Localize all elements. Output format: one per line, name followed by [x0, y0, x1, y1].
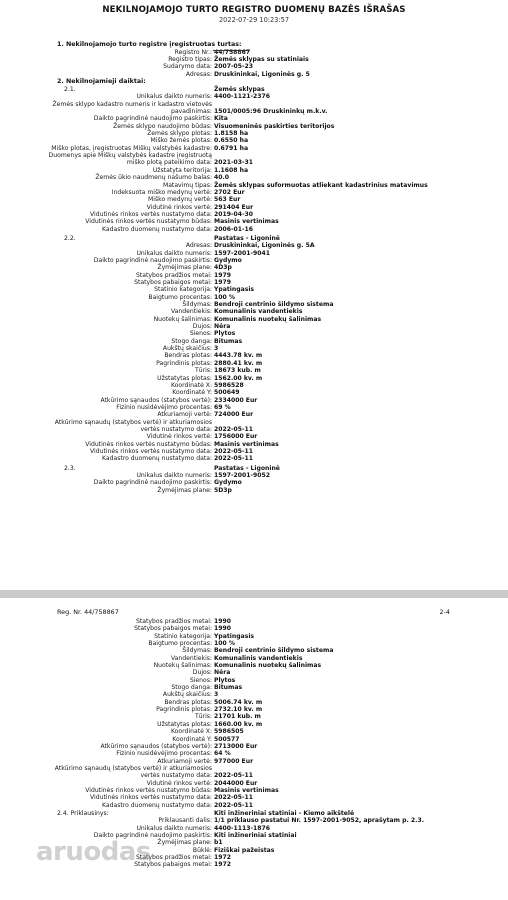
page-2-rows	[0, 618, 508, 809]
field-label: Statybos pabaigos metai:	[134, 279, 212, 287]
field-row	[0, 713, 508, 720]
field-value: 44/758867	[214, 48, 251, 56]
field-value: 5986505	[214, 728, 244, 736]
field-value: Komunalinis nuotekų šalinimas	[214, 662, 322, 670]
field-row	[0, 794, 508, 801]
field-value: 1972	[214, 861, 231, 869]
field-row	[0, 375, 508, 382]
field-row	[0, 618, 508, 625]
field-label: Užstatyta teritorija:	[152, 166, 212, 174]
field-row	[0, 189, 508, 196]
field-label: Kadastro duomenų nustatymo data:	[101, 455, 212, 463]
field-row	[0, 479, 508, 486]
field-value: Plytos	[214, 676, 236, 684]
field-label: Atkūrimo sąnaudos (statybos vertė):	[100, 396, 212, 404]
field-label: Sudarymo data:	[163, 63, 212, 71]
field-value: 2022-05-11	[214, 447, 253, 455]
field-label: Unikalus daikto numeris:	[136, 472, 212, 480]
item-number: 2.1.	[64, 85, 76, 93]
field-label: Tūris:	[194, 713, 212, 721]
field-value: 2022-05-11	[214, 425, 253, 433]
field-value: Komunalinis vandentiekis	[214, 654, 303, 662]
field-row	[0, 669, 508, 676]
field-label: Duomenys apie Miškų valstybės kadastre įregistruotą	[48, 152, 212, 160]
field-row	[0, 196, 508, 203]
field-row	[0, 167, 508, 174]
field-row	[0, 130, 508, 137]
field-row	[0, 159, 508, 166]
item-title: Pastatas - Ligoninė	[214, 234, 280, 242]
field-label: Fizinio nusidėvėjimo procentas:	[116, 403, 212, 411]
field-label: Unikalus daikto numeris:	[136, 824, 212, 832]
field-label: vertės nustatymo data:	[140, 425, 212, 433]
field-row	[0, 360, 508, 367]
field-value: 2702 Eur	[214, 188, 245, 196]
field-value: Žemės sklypas su statiniais	[214, 56, 309, 64]
field-row	[0, 308, 508, 315]
field-label: Statybos pabaigos metai:	[134, 625, 212, 633]
item-2-2-header	[0, 235, 508, 242]
field-label: Vidutinės rinkos vertės nustatymo data:	[90, 447, 212, 455]
field-row	[0, 264, 508, 271]
item-title: Pastatas - Ligoninė	[214, 464, 280, 472]
field-label: Vidutinės rinkos vertės nustatymo data:	[90, 210, 212, 218]
field-value: 3	[214, 691, 219, 699]
field-label: Kadastro duomenų nustatymo data:	[101, 225, 212, 233]
field-row	[0, 397, 508, 404]
field-label: Adresas:	[185, 242, 212, 250]
field-label: Dujos:	[192, 669, 212, 677]
field-label: Atkuriamoji vertė:	[157, 757, 212, 765]
item-number: 2.4. Priklausinys:	[57, 809, 109, 817]
field-value: 563 Eur	[214, 196, 241, 204]
field-row	[0, 101, 508, 108]
field-label: Koordinatė X:	[170, 381, 212, 389]
field-label: Koordinatė Y:	[172, 735, 212, 743]
field-label: vertės nustatymo data:	[140, 772, 212, 780]
item-2-2-rows	[0, 242, 508, 462]
field-row	[0, 93, 508, 100]
field-label: Vandentiekis:	[170, 308, 212, 316]
field-row	[0, 108, 508, 115]
field-value: 2713000 Eur	[214, 742, 258, 750]
field-value: Kita	[214, 115, 228, 123]
field-label: Koordinatė Y:	[172, 389, 212, 397]
field-value: 2334000 Eur	[214, 396, 258, 404]
field-value: 100 %	[214, 293, 235, 301]
field-row	[0, 71, 508, 78]
field-label: Būklė:	[192, 846, 212, 854]
item-2-3-rows	[0, 472, 508, 494]
field-label: Vidutinė rinkos vertė:	[146, 779, 212, 787]
field-label: Kadastro duomenų nustatymo data:	[101, 801, 212, 809]
field-value: 2007-05-23	[214, 63, 253, 71]
field-row	[0, 174, 508, 181]
field-row	[0, 330, 508, 337]
field-label: Daikto pagrindinė naudojimo paskirtis:	[93, 479, 212, 487]
item-2-3-header	[0, 465, 508, 472]
field-label: Statybos pabaigos metai:	[134, 861, 212, 869]
field-row	[0, 218, 508, 225]
field-label: Miško žemės plotas:	[150, 137, 212, 145]
field-value: Druskininkai, Ligoninės g. 5A	[214, 242, 315, 250]
field-value: 21701 kub. m	[214, 713, 261, 721]
field-value: Masinis vertinimas	[214, 440, 279, 448]
field-row	[0, 787, 508, 794]
field-row	[0, 750, 508, 757]
field-label: Fizinio nusidėvėjimo procentas:	[116, 750, 212, 758]
field-value: Druskininkai, Ligoninės g. 5	[214, 70, 310, 78]
field-row	[0, 352, 508, 359]
section-1-rows	[0, 49, 508, 78]
field-row	[0, 389, 508, 396]
field-row	[0, 765, 508, 772]
field-row	[0, 802, 508, 809]
field-label: Registro Nr.:	[174, 48, 212, 56]
field-label: Bendras plotas:	[164, 698, 212, 706]
field-row	[0, 817, 508, 824]
field-label: Vidutinės rinkos vertės nustatymo būdas:	[85, 218, 212, 226]
field-value: 1660.00 kv. m	[214, 720, 263, 728]
field-label: Sienos:	[189, 330, 212, 338]
field-row	[0, 338, 508, 345]
field-label: Pagrindinis plotas:	[156, 359, 212, 367]
field-value: b1	[214, 839, 223, 847]
field-value: Plytos	[214, 330, 236, 338]
field-row	[0, 699, 508, 706]
field-value: 500577	[214, 735, 240, 743]
field-row	[0, 382, 508, 389]
field-row	[0, 662, 508, 669]
field-value: 2021-03-31	[214, 159, 253, 167]
field-value: 5986528	[214, 381, 244, 389]
field-value: Bendroji centrinio šildymo sistema	[214, 647, 334, 655]
field-row	[0, 411, 508, 418]
field-label: Atkūrimo sąnaudos (statybos vertė):	[100, 742, 212, 750]
field-label: Unikalus daikto numeris:	[136, 93, 212, 101]
field-label: Šildymas:	[182, 301, 212, 309]
field-row	[0, 825, 508, 832]
field-row	[0, 426, 508, 433]
field-row	[0, 736, 508, 743]
field-label: Aukštų skaičius:	[162, 691, 212, 699]
field-value: 1/1 priklauso pastatui Nr. 1597-2001-9052, aprašytam p. 2.3.	[214, 817, 425, 825]
field-value: 1990	[214, 625, 231, 633]
field-row	[0, 772, 508, 779]
field-label: Daikto pagrindinė naudojimo paskirtis:	[93, 115, 212, 123]
field-value: 69 %	[214, 403, 231, 411]
field-value: 5D3p	[214, 486, 232, 494]
field-value: 724000 Eur	[214, 411, 254, 419]
field-value: 1597-2001-9052	[214, 472, 270, 480]
field-row	[0, 211, 508, 218]
field-value: 1979	[214, 271, 231, 279]
field-value: Masinis vertinimas	[214, 786, 279, 794]
field-label: Atkuriamoji vertė:	[157, 411, 212, 419]
field-label: Vidutinės rinkos vertės nustatymo būdas:	[85, 786, 212, 794]
section-1-heading: 1. Nekilnojamojo turto registre įregistruotas turtas:	[57, 41, 242, 48]
field-label: Baigtumo procentas:	[148, 293, 212, 301]
field-row	[0, 226, 508, 233]
field-label: Vandentiekis:	[170, 654, 212, 662]
field-label: miško plotą pateikimo data:	[126, 159, 212, 167]
field-value: Bitumas	[214, 684, 243, 692]
field-label: Unikalus daikto numeris:	[136, 249, 212, 257]
field-row	[0, 419, 508, 426]
field-row	[0, 279, 508, 286]
field-label: Žemės ūkio naudmenų našumo balas:	[95, 174, 212, 182]
field-value: 4400-1121-2376	[214, 93, 270, 101]
field-label: Atkūrimo sąnaudų (statybos vertė) ir atkuriamosios	[54, 764, 212, 772]
field-value: 1756000 Eur	[214, 433, 258, 441]
item-2-1-rows	[0, 93, 508, 233]
field-row	[0, 345, 508, 352]
field-label: Vidutinės rinkos vertės nustatymo būdas:	[85, 440, 212, 448]
underline-registry-no	[213, 50, 250, 51]
field-value: 2006-01-16	[214, 225, 253, 233]
item-title: Kiti inžineriniai statiniai - Kiemo aikštelė	[214, 809, 355, 817]
field-value: Nėra	[214, 323, 231, 331]
field-value: Žemės sklypas suformuotas atliekant kadastrinius matavimus	[214, 181, 428, 189]
field-row	[0, 455, 508, 462]
field-value: 0.6791 ha	[214, 144, 249, 152]
field-value: 2022-05-11	[214, 801, 253, 809]
field-row	[0, 487, 508, 494]
field-label: Stogo danga:	[171, 337, 212, 345]
field-label: Vidutinė rinkos vertė:	[146, 433, 212, 441]
field-label: Pagrindinis plotas:	[156, 706, 212, 714]
field-row	[0, 115, 508, 122]
field-row	[0, 743, 508, 750]
field-row	[0, 633, 508, 640]
field-row	[0, 250, 508, 257]
field-value: 1562.00 kv. m	[214, 374, 263, 382]
field-value: 4443.78 kv. m	[214, 352, 263, 360]
field-value: 2022-05-11	[214, 794, 253, 802]
field-value: 4D3p	[214, 264, 232, 272]
field-row	[0, 316, 508, 323]
field-row	[0, 441, 508, 448]
field-label: Užstatytas plotas:	[157, 374, 212, 382]
field-row	[0, 780, 508, 787]
field-row	[0, 367, 508, 374]
field-value: Masinis vertinimas	[214, 218, 279, 226]
registry-number-header: Reg. Nr. 44/758867	[57, 608, 119, 616]
field-row	[0, 323, 508, 330]
field-label: Adresas:	[185, 70, 212, 78]
section-2-heading: 2. Nekilnojamieji daiktai:	[57, 78, 146, 86]
document-page-2	[0, 598, 508, 900]
field-row	[0, 152, 508, 159]
field-row	[0, 655, 508, 662]
field-value: 40.0	[214, 174, 230, 182]
field-row	[0, 721, 508, 728]
field-label: Priklausanti dalis:	[158, 817, 212, 825]
field-value: 2022-05-11	[214, 772, 253, 780]
field-label: Žemės sklypo naudojimo būdas:	[113, 122, 212, 130]
field-row	[0, 677, 508, 684]
field-row	[0, 448, 508, 455]
field-value: 2044000 Eur	[214, 779, 258, 787]
field-label: Indeksuota miško medynų vertė:	[111, 188, 212, 196]
field-label: Daikto pagrindinė naudojimo paskirtis:	[93, 257, 212, 264]
field-label: Nuotekų šalinimas:	[153, 315, 212, 323]
item-2-1-header	[0, 86, 508, 93]
field-value: Bitumas	[214, 337, 243, 345]
field-value: 2732.10 kv. m	[214, 706, 263, 714]
field-value: 1501/0005:96 Druskininkų m.k.v.	[214, 108, 328, 116]
field-value: 2022-05-11	[214, 455, 253, 463]
field-label: Registro tipas:	[168, 56, 212, 64]
field-row	[0, 123, 508, 130]
field-value: Komunalinis nuotekų šalinimas	[214, 315, 322, 323]
field-value: 5006.74 kv. m	[214, 698, 263, 706]
field-value: Gydymo	[214, 257, 242, 264]
field-label: Daikto pagrindinė naudojimo paskirtis:	[93, 832, 212, 840]
field-label: Užstatytas plotas:	[157, 720, 212, 728]
field-value: 2019-04-30	[214, 210, 253, 218]
field-row	[0, 758, 508, 765]
field-label: Statinio kategorija:	[154, 632, 212, 640]
field-label: Matavimų tipas:	[162, 181, 212, 189]
field-row	[0, 137, 508, 144]
field-label: Koordinatė X:	[170, 728, 212, 736]
field-label: Miško medynų vertė:	[148, 196, 212, 204]
field-label: Žemės sklypo kadastro numeris ir kadastro vietovės	[52, 100, 212, 108]
page2-body	[0, 618, 508, 869]
field-label: Statinio kategorija:	[154, 286, 212, 294]
field-row	[0, 301, 508, 308]
field-value: 1979	[214, 279, 231, 287]
field-value: 1972	[214, 854, 231, 862]
field-label: Dujos:	[192, 323, 212, 331]
field-row	[0, 63, 508, 70]
field-value: Bendroji centrinio šildymo sistema	[214, 301, 334, 309]
field-label: Bendras plotas:	[164, 352, 212, 360]
field-value: Gydymo	[214, 479, 242, 487]
field-value: 100 %	[214, 640, 235, 648]
field-value: Ypatingasis	[214, 286, 255, 294]
field-row	[0, 472, 508, 479]
document-datetime: 2022-07-29 10:23:57	[218, 16, 290, 24]
field-label: Stogo danga:	[171, 684, 212, 692]
field-label: Žymėjimas plane:	[157, 264, 212, 272]
page-number: 2-4	[439, 608, 450, 616]
field-value: 1.8158 ha	[214, 130, 249, 138]
field-row	[0, 706, 508, 713]
field-row	[0, 691, 508, 698]
field-row	[0, 204, 508, 211]
field-label: pavadinimas:	[171, 108, 212, 116]
field-label: Sienos:	[189, 676, 212, 684]
field-label: Miško plotas, įregistruotas Miškų valstybės kadastre:	[51, 144, 212, 152]
field-value: 4400-1113-1876	[214, 824, 270, 832]
field-label: Žymėjimas plane:	[157, 486, 212, 494]
page1-body	[0, 41, 508, 494]
field-label: Baigtumo procentas:	[148, 640, 212, 648]
field-value: 977000 Eur	[214, 757, 254, 765]
field-label: Vidutinės rinkos vertės nustatymo data:	[90, 794, 212, 802]
field-label: Žymėjimas plane:	[157, 839, 212, 847]
field-value: Nėra	[214, 669, 231, 677]
field-label: Tūris:	[194, 367, 212, 375]
field-label: Žemės sklypo plotas:	[147, 130, 212, 138]
item-title: Žemės sklypas	[214, 85, 265, 93]
field-value: Visuomeninės paskirties teritorijos	[214, 122, 335, 130]
field-label: Vidutinė rinkos vertė:	[146, 203, 212, 211]
field-value: 1.1608 ha	[214, 166, 249, 174]
field-label: Nuotekų šalinimas:	[153, 662, 212, 670]
watermark-text: aruodas	[36, 837, 151, 867]
field-value: 1597-2001-9041	[214, 249, 270, 257]
field-row	[0, 684, 508, 691]
field-row	[0, 625, 508, 632]
field-value: Fiziškai pažeistas	[214, 846, 275, 854]
field-row	[0, 647, 508, 654]
field-label: Statybos pradžios metai:	[136, 854, 212, 862]
field-row	[0, 56, 508, 63]
field-row	[0, 272, 508, 279]
field-value: 500649	[214, 389, 240, 397]
field-row	[0, 182, 508, 189]
field-value: Kiti inžineriniai statiniai	[214, 832, 297, 840]
field-row	[0, 286, 508, 293]
field-row	[0, 728, 508, 735]
field-value: Komunalinis vandentiekis	[214, 308, 303, 316]
field-value: 64 %	[214, 750, 231, 758]
item-number: 2.2.	[64, 234, 76, 242]
field-value: 18673 kub. m	[214, 367, 261, 375]
field-label: Aukštų skaičius:	[162, 345, 212, 353]
watermark-logo	[36, 837, 151, 867]
document-title: NEKILNOJAMOJO TURTO REGISTRO DUOMENŲ BAZĖS IŠRAŠAS	[102, 5, 406, 15]
field-label: Statybos pradžios metai:	[136, 271, 212, 279]
item-number: 2.3.	[64, 464, 76, 472]
field-row	[0, 257, 508, 264]
field-value: 0.6550 ha	[214, 137, 249, 145]
field-row	[0, 404, 508, 411]
field-label: Statybos pradžios metai:	[136, 618, 212, 625]
field-label: Šildymas:	[182, 647, 212, 655]
field-value: 1990	[214, 618, 231, 625]
field-value: 3	[214, 345, 219, 353]
field-value: Ypatingasis	[214, 632, 255, 640]
field-row	[0, 433, 508, 440]
field-label: Atkūrimo sąnaudų (statybos vertė) ir atkuriamosios	[54, 418, 212, 426]
field-row	[0, 294, 508, 301]
field-row	[0, 242, 508, 249]
field-value: 2880.41 kv. m	[214, 359, 263, 367]
field-value: 291404 Eur	[214, 203, 254, 211]
